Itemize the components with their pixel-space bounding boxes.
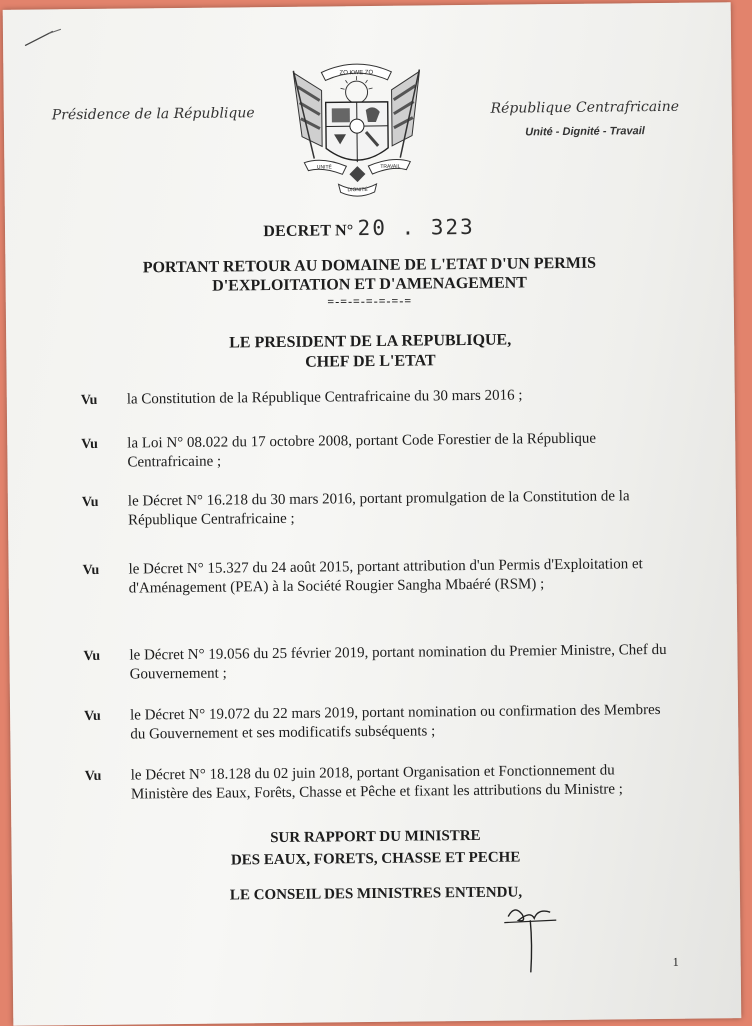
vu-item <box>81 385 681 391</box>
vu-text: le Décret N° 19.072 du 22 mars 2019, portant nomination ou confirmation des Membres du Gouvernement et ses modificatifs subséquents ; <box>130 701 670 745</box>
pen-stroke-mark <box>23 27 63 47</box>
sur-rapport-line-1: SUR RAPPORT DU MINISTRE <box>11 822 739 852</box>
conseil-heading: LE CONSEIL DES MINISTRES ENTENDU, <box>12 882 740 907</box>
vu-text: la Loi N° 08.022 du 17 octobre 2008, portant Code Forestier de la République Centrafricaine ; <box>127 429 667 473</box>
emblem-right-banner-text: TRAVAIL <box>380 164 400 170</box>
title-separator: =-=-=-=-=-=-= <box>6 290 734 312</box>
president-line-1: LE PRESIDENT DE LA REPUBLIQUE, <box>6 328 734 356</box>
national-motto: Unité - Dignité - Travail <box>490 125 680 139</box>
president-line-2: CHEF DE L'ETAT <box>6 348 734 376</box>
vu-text: le Décret N° 19.056 du 25 février 2019, portant nomination du Premier Ministre, Chef du Gouvernement ; <box>129 641 669 685</box>
vu-item <box>82 555 682 561</box>
vu-text: le Décret N° 16.218 du 30 mars 2016, portant promulgation de la Constitution de la République Centrafricaine ; <box>128 487 668 531</box>
vu-item <box>81 429 681 435</box>
sur-rapport-line-2: DES EAUX, FORETS, CHASSE ET PECHE <box>12 844 740 874</box>
emblem-bottom-banner-text: DIGNITÉ <box>347 186 368 193</box>
vu-item <box>82 487 682 493</box>
decree-title-line-2: D'EXPLOITATION ET D'AMENAGEMENT <box>6 271 734 298</box>
vu-label: Vu <box>82 563 99 579</box>
sur-rapport-heading <box>11 822 739 874</box>
vu-list <box>81 385 681 391</box>
vu-label: Vu <box>83 649 100 665</box>
vu-label: Vu <box>84 709 101 725</box>
decree-title <box>5 252 734 312</box>
page-number: 1 <box>673 955 679 970</box>
vu-item <box>85 761 685 767</box>
vu-text: le Décret N° 15.327 du 24 août 2015, portant attribution d'un Permis d'Exploitation et d'Aménagement (PEA) à la Société Rougier Sangha Mbaéré (RSM) ; <box>128 555 668 599</box>
decree-title-line-1: PORTANT RETOUR AU DOMAINE DE L'ETAT D'UN PERMIS <box>5 252 733 279</box>
decree-number-line <box>5 212 733 244</box>
decree-number: 20 . 323 <box>357 215 474 240</box>
vu-item <box>84 701 684 707</box>
vu-text: le Décret N° 18.128 du 02 juin 2018, portant Organisation et Fonctionnement du Ministère des Eaux, Forêts, Chasse et Pêche et fixant les attributions du Ministre ; <box>131 761 671 805</box>
president-heading <box>6 328 734 376</box>
emblem-left-banner-text: UNITÉ <box>317 163 333 170</box>
republic-header <box>490 99 680 139</box>
vu-item <box>83 641 683 647</box>
decree-label: DECRET N° <box>263 222 353 240</box>
republic-title: République Centrafricaine <box>490 99 680 117</box>
vu-text: la Constitution de la République Centrafricaine du 30 mars 2016 ; <box>127 385 667 410</box>
presidency-header: Présidence de la République <box>52 105 255 123</box>
handwritten-initials-signature <box>500 900 561 981</box>
vu-label: Vu <box>85 769 102 785</box>
vu-label: Vu <box>81 393 98 409</box>
emblem-top-banner-text: ZO KWE ZO <box>340 70 374 76</box>
vu-label: Vu <box>81 437 98 453</box>
coat-of-arms-emblem <box>281 49 433 201</box>
document-page <box>3 2 742 1026</box>
vu-label: Vu <box>82 495 99 511</box>
